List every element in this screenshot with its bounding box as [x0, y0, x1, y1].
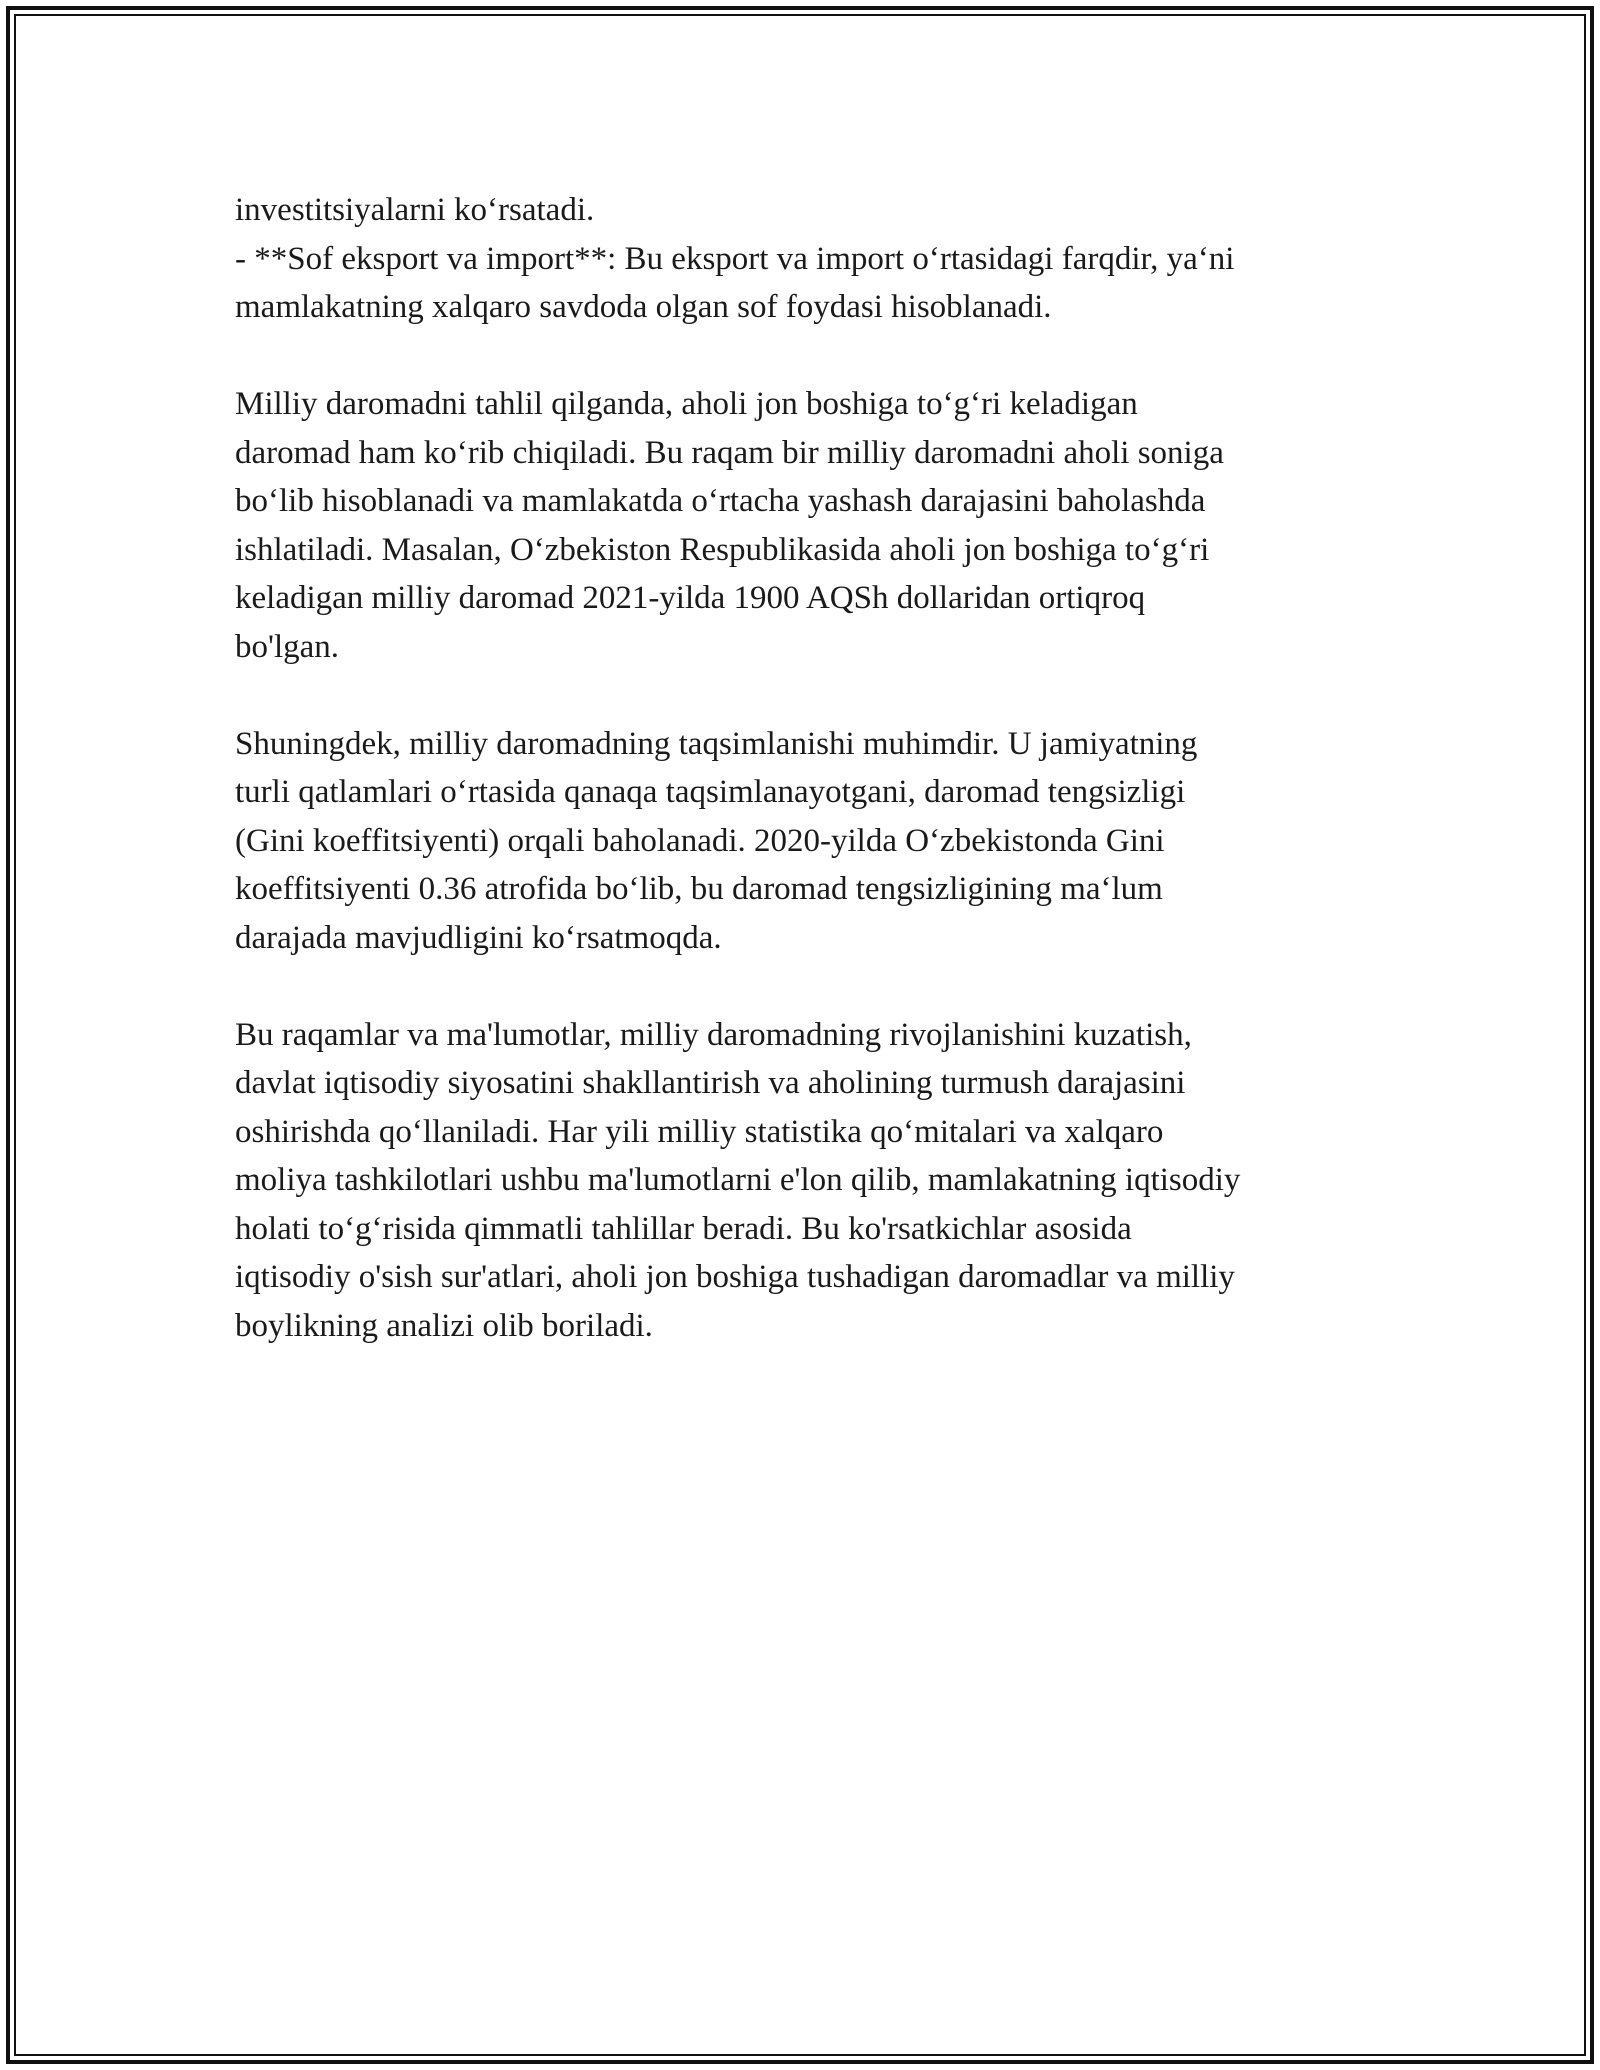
text-line: investitsiyalarni ko‘rsatadi.: [235, 192, 595, 228]
paragraph-raqamlar-va-malumotlar: [235, 1011, 1365, 1351]
text-line: bo'lgan.: [235, 628, 340, 665]
text-line: Bu raqamlar va ma'lumotlar, milliy daromadning rivojlanishini kuzatish,: [235, 1016, 1192, 1053]
text-line: holati to‘g‘risida qimmatli tahlillar beradi. Bu ko'rsatkichlar asosida: [235, 1210, 1132, 1247]
text-line: oshirishda qo‘llaniladi. Har yili milliy statistika qo‘mitalari va xalqaro: [235, 1113, 1164, 1150]
text-line: mamlakatning xalqaro savdoda olgan sof foydasi hisoblanadi.: [235, 289, 1052, 325]
text-line: bo‘lib hisoblanadi va mamlakatda o‘rtacha yashash darajasini baholashda: [235, 483, 1206, 519]
paragraph-jon-boshiga-daromad: [235, 380, 1365, 671]
text-line: darajada mavjudligini ko‘rsatmoqda.: [235, 919, 722, 956]
text-line: (Gini koeffitsiyenti) orqali baholanadi. 2020-yilda O‘zbekistonda Gini: [235, 822, 1165, 859]
text-line: davlat iqtisodiy siyosatini shakllantirish va aholining turmush darajasini: [235, 1065, 1186, 1101]
text-line: - **Sof eksport va import**: Bu eksport va import o‘rtasidagi farqdir, ya‘ni: [235, 240, 1235, 277]
text-line: ishlatiladi. Masalan, O‘zbekiston Respublikasida aholi jon boshiga to‘g‘ri: [235, 531, 1210, 568]
document-body: [235, 186, 1365, 1399]
text-line: Milliy daromadni tahlil qilganda, aholi jon boshiga to‘g‘ri keladigan: [235, 386, 1138, 422]
paragraph-sof-eksport: [235, 186, 1365, 332]
text-line: turli qatlamlari o‘rtasida qanaqa taqsimlanayotgani, daromad tengsizligi: [235, 774, 1186, 810]
text-line: koeffitsiyenti 0.36 atrofida bo‘lib, bu daromad tengsizligining ma‘lum: [235, 871, 1163, 907]
text-line: moliya tashkilotlari ushbu ma'lumotlarni e'lon qilib, mamlakatning iqtisodiy: [235, 1162, 1241, 1198]
paragraph-taqsimlanish: [235, 720, 1365, 963]
text-line: iqtisodiy o'sish sur'atlari, aholi jon boshiga tushadigan daromadlar va milliy: [235, 1259, 1235, 1295]
text-line: boylikning analizi olib boriladi.: [235, 1307, 653, 1344]
text-line: Shuningdek, milliy daromadning taqsimlanishi muhimdir. U jamiyatning: [235, 725, 1198, 762]
text-line: keladigan milliy daromad 2021-yilda 1900 AQSh dollaridan ortiqroq: [235, 580, 1146, 616]
text-line: daromad ham ko‘rib chiqiladi. Bu raqam bir milliy daromadni aholi soniga: [235, 434, 1224, 471]
